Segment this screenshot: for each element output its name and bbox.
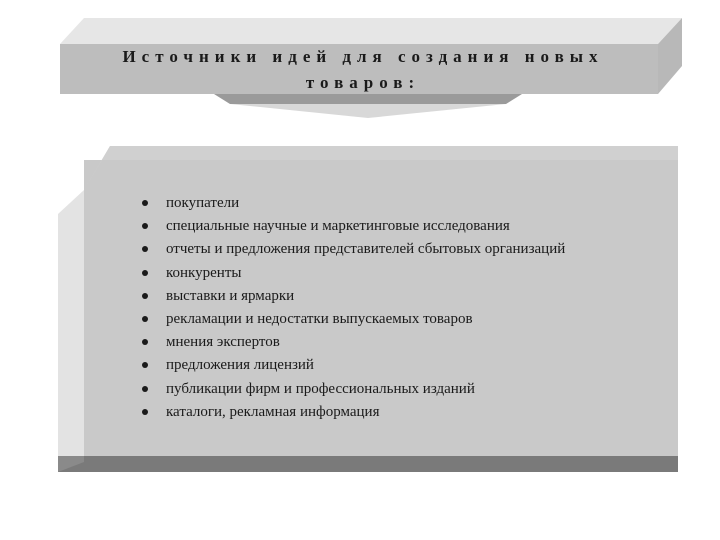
list-item xyxy=(140,285,565,308)
bullet-icon xyxy=(142,409,148,415)
list-item xyxy=(140,331,565,354)
list-item-label: покупатели xyxy=(166,195,240,211)
list-panel-bottom-edge xyxy=(58,456,678,472)
bullet-icon xyxy=(142,339,148,345)
list-item-label: публикации фирм и профессиональных изданий xyxy=(166,380,475,397)
bullet-icon xyxy=(142,316,148,322)
list-item-label: мнения экспертов xyxy=(166,334,280,351)
title-line-1: Источники идей для создания новых xyxy=(122,47,604,66)
list-item-label: предложения лицензий xyxy=(166,357,314,374)
bullet-icon xyxy=(142,362,148,368)
list-item xyxy=(140,192,565,215)
list-item-label: специальные научные и маркетинговые исследования xyxy=(166,218,510,235)
bullet-icon xyxy=(142,386,148,392)
bullet-icon xyxy=(142,223,148,229)
list-item-label: каталоги, рекламная информация xyxy=(166,403,380,420)
list-item xyxy=(140,308,565,331)
list-item xyxy=(140,238,565,261)
list-item xyxy=(140,354,565,377)
bullet-icon xyxy=(142,270,148,276)
title-box-top-face xyxy=(60,18,682,44)
list-item xyxy=(140,378,565,401)
title-arrow-point xyxy=(230,104,506,118)
bullet-icon xyxy=(142,200,148,206)
list-item-label: конкуренты xyxy=(166,264,242,281)
list-item xyxy=(140,215,565,238)
list-item xyxy=(140,262,565,285)
list-item-label: рекламации и недостатки выпускаемых товаров xyxy=(166,310,473,327)
bullet-icon xyxy=(142,246,148,252)
bullet-icon xyxy=(142,293,148,299)
list-panel-left-face xyxy=(58,190,84,462)
list-item-label: выставки и ярмарки xyxy=(166,287,295,304)
idea-sources-list xyxy=(140,192,565,424)
list-item xyxy=(140,401,565,424)
title-line-2: товаров: xyxy=(305,73,421,92)
list-item-label: отчеты и предложения представителей сбытовых организаций xyxy=(166,241,566,258)
diagram-title xyxy=(66,44,660,96)
